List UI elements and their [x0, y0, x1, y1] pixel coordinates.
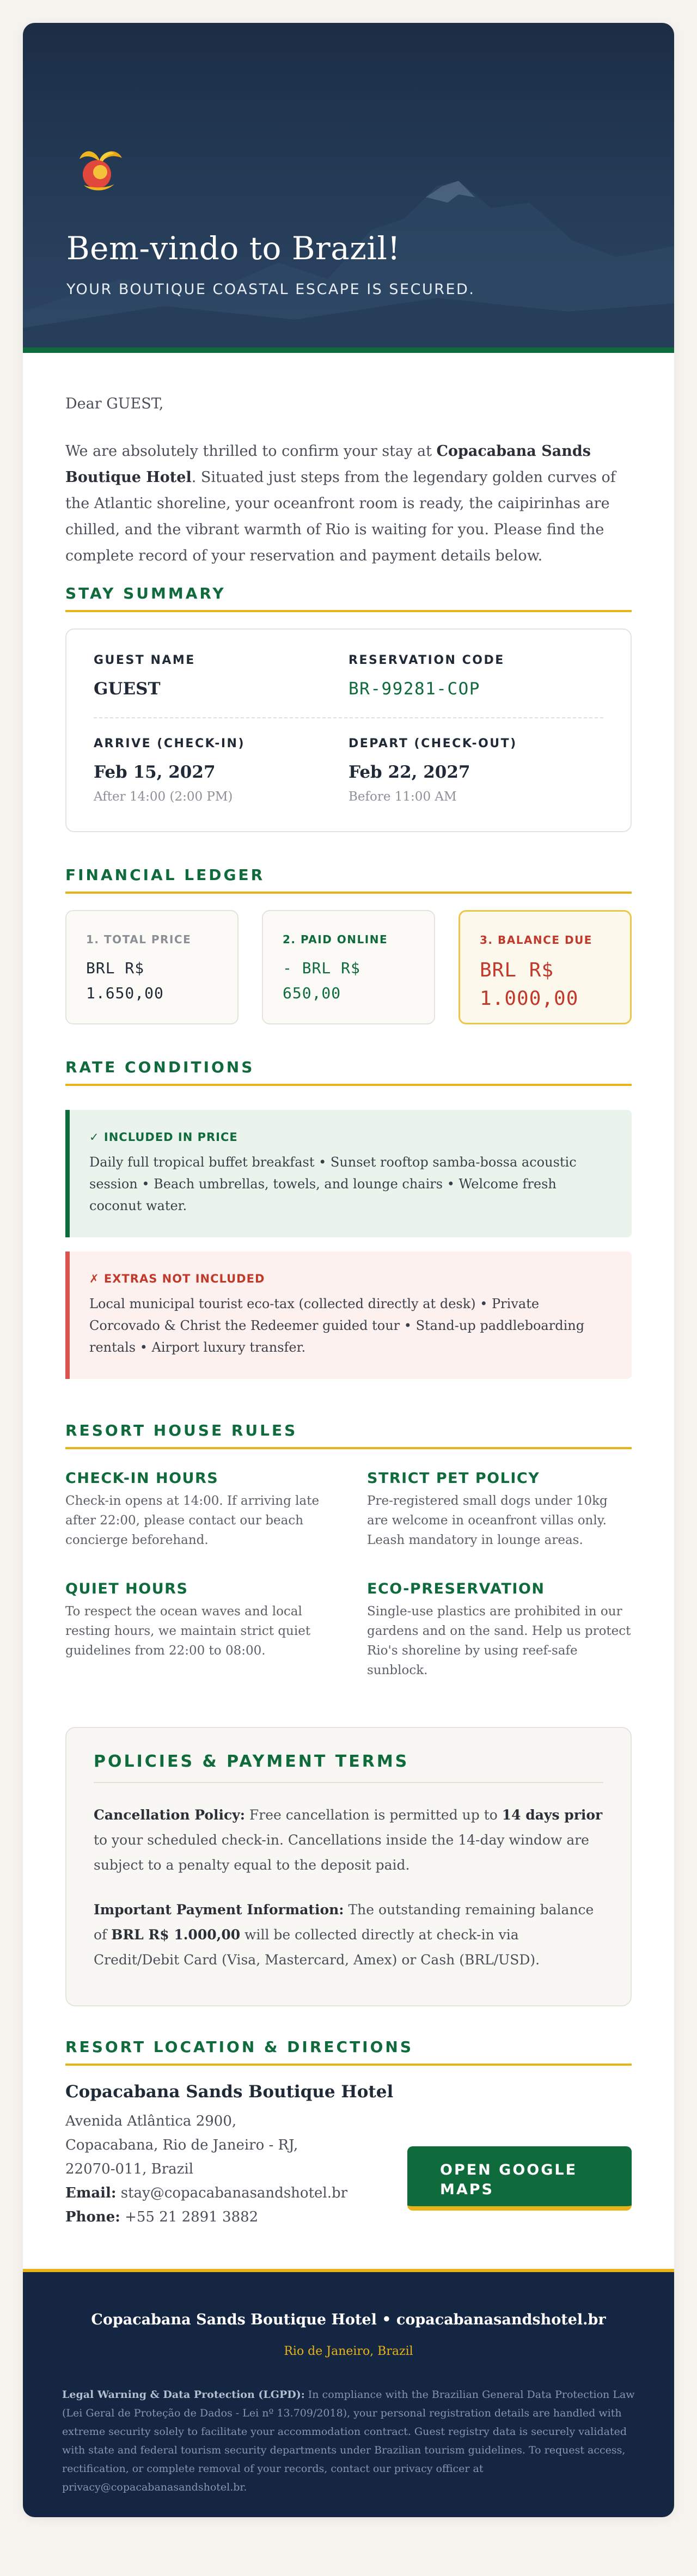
hero-banner [23, 23, 674, 347]
summary-divider [94, 717, 603, 718]
payment-amount: BRL R$ 1.000,00 [111, 1927, 241, 1943]
ledger-title: FINANCIAL LEDGER [65, 866, 632, 894]
email-body [23, 395, 674, 2229]
total-price-currency: BRL R$ [86, 959, 145, 977]
legal-text: In compliance with the Brazilian General Data Protection Law (Lei Geral de Proteção de Dados - Lei nº 13.709/2018), your personal registration details are handled with extreme security solely to facilitate your accommodation contract. Guest registry data is securely validated with state and federal tourism security departments under Brazilian tourism guidelines. To request access, rectification, or complete removal of your records, contact our privacy officer at privacy@copacabanasandshotel.br. [62, 2389, 635, 2493]
total-price-value [86, 956, 218, 1006]
location-section [65, 2082, 632, 2229]
total-price-amount: 1.650,00 [86, 984, 164, 1002]
balance-due-currency: BRL R$ [480, 959, 554, 981]
intro-hotel-name: Copacabana Sands Boutique Hotel [65, 443, 591, 486]
tropical-logo-icon [72, 143, 126, 197]
address-block [65, 2082, 393, 2229]
rule-title: STRICT PET POLICY [367, 1470, 540, 1487]
payment-information [94, 1897, 603, 1973]
paid-online-value [283, 956, 414, 1006]
rule-body: To respect the ocean waves and local resting hours, we maintain strict quiet guidelines from 22:00 to 08:00. [65, 1604, 311, 1658]
intro-text-2: . Situated just steps from the legendary golden curves of the Atlantic shoreline, your oceanfront room is ready, the caipirinhas are chilled, and the vibrant warmth of Rio is waiting for you. Please find the complete record of your reservation and payment details below. [65, 469, 616, 564]
rule-title: ECO-PRESERVATION [367, 1580, 545, 1597]
footer [23, 2269, 674, 2517]
included-list: Daily full tropical buffet breakfast • Sunset rooftop samba-bossa acoustic session • Beach umbrellas, towels, and lounge chairs • Welcome fresh coconut water. [89, 1155, 577, 1213]
stay-summary-box [65, 628, 632, 832]
rule-check-in [65, 1470, 330, 1550]
ledger-row [65, 910, 632, 1024]
balance-due-box [458, 910, 632, 1024]
payment-text-1: The outstanding remaining balance of [94, 1902, 594, 1943]
policies-title: POLICIES & PAYMENT TERMS [94, 1752, 603, 1783]
hotel-email [65, 2181, 393, 2205]
total-price-box [65, 910, 239, 1024]
intro-text-1: We are absolutely thrilled to confirm your stay at [65, 443, 437, 460]
phone-value[interactable]: +55 21 2891 3882 [120, 2209, 259, 2225]
check-in-label: ARRIVE (CHECK-IN) [94, 737, 246, 750]
email-value[interactable]: stay@copacabanasandshotel.br [116, 2185, 348, 2201]
reservation-code-value: BR-99281-COP [348, 679, 480, 699]
rule-body: Pre-registered small dogs under 10kg are welcome in oceanfront villas only. Leash mandatory in lounge areas. [367, 1494, 608, 1547]
rule-quiet-hours [65, 1580, 330, 1680]
email-label: Email: [65, 2185, 117, 2201]
payment-text-2: will be collected directly at check-in via Credit/Debit Card (Visa, Mastercard, Amex) or Cash (BRL/USD). [94, 1927, 540, 1968]
included-box [65, 1110, 632, 1237]
balance-due-amount: 1.000,00 [480, 987, 579, 1010]
hero-accent-bar [23, 347, 674, 353]
rule-body: Check-in opens at 14:00. If arriving late after 22:00, please contact our beach concierge beforehand. [65, 1494, 320, 1547]
hotel-name: Copacabana Sands Boutique Hotel [65, 2082, 394, 2102]
guest-name-value: GUEST [94, 679, 161, 699]
hero-title: Bem-vindo to Brazil! [66, 230, 401, 267]
check-out-date: Feb 22, 2027 [348, 762, 470, 782]
balance-due-label: 3. BALANCE DUE [480, 933, 592, 947]
cancellation-text-1: Free cancellation is permitted up to [244, 1807, 502, 1823]
rule-pet-policy [367, 1470, 632, 1550]
excluded-title: ✗ EXTRAS NOT INCLUDED [89, 1272, 265, 1285]
hotel-phone [65, 2205, 393, 2229]
legal-notice [62, 2385, 635, 2496]
house-rules-grid [65, 1470, 632, 1711]
paid-online-box [262, 910, 435, 1024]
location-title: RESORT LOCATION & DIRECTIONS [65, 2038, 632, 2066]
guest-name-label: GUEST NAME [94, 654, 195, 667]
hero-subtitle: YOUR BOUTIQUE COASTAL ESCAPE IS SECURED. [66, 281, 475, 298]
hotel-address [65, 2109, 393, 2229]
check-out-time: Before 11:00 AM [348, 790, 457, 804]
phone-label: Phone: [65, 2209, 120, 2225]
email-card [23, 23, 674, 2517]
house-rules-title: RESORT HOUSE RULES [65, 1421, 632, 1449]
stay-summary-title: STAY SUMMARY [65, 584, 632, 612]
paid-online-amount: 650,00 [283, 984, 341, 1002]
check-in-date: Feb 15, 2027 [94, 762, 216, 782]
address-line: Avenida Atlântica 2900, [65, 2113, 237, 2129]
cancellation-policy [94, 1803, 603, 1878]
check-in-time: After 14:00 (2:00 PM) [94, 790, 233, 804]
intro-paragraph [65, 438, 632, 569]
included-title: ✓ INCLUDED IN PRICE [89, 1131, 238, 1144]
check-out-label: DEPART (CHECK-OUT) [348, 737, 517, 750]
rule-title: QUIET HOURS [65, 1580, 188, 1597]
greeting: Dear GUEST, [65, 395, 164, 412]
rule-title: CHECK-IN HOURS [65, 1470, 219, 1487]
address-line: Copacabana, Rio de Janeiro - RJ, [65, 2137, 298, 2153]
policies-box [65, 1727, 632, 2006]
total-price-label: 1. TOTAL PRICE [86, 933, 192, 946]
rate-conditions-title: RATE CONDITIONS [65, 1058, 632, 1086]
excluded-list: Local municipal tourist eco-tax (collected directly at desk) • Private Corcovado & Christ the Redeemer guided tour • Stand-up paddleboarding rentals • Airport luxury transfer. [89, 1296, 585, 1355]
reservation-code-label: RESERVATION CODE [348, 654, 505, 667]
cancellation-text-2: to your scheduled check-in. Cancellations inside the 14-day window are subject to a penalty equal to the deposit paid. [94, 1832, 589, 1873]
cancellation-days: 14 days prior [502, 1807, 603, 1823]
excluded-box [65, 1252, 632, 1379]
footer-brand-line: Copacabana Sands Boutique Hotel • copacabanasandshotel.br [91, 2311, 606, 2328]
paid-online-label: 2. PAID ONLINE [283, 933, 388, 946]
open-google-maps-button[interactable]: OPEN GOOGLE MAPS [407, 2146, 632, 2211]
rule-body: Single-use plastics are prohibited in our gardens and on the sand. Help us protect Rio's shoreline by using reef-safe sunblock. [367, 1604, 631, 1677]
cancellation-label: Cancellation Policy: [94, 1807, 245, 1823]
rule-eco-preservation [367, 1580, 632, 1680]
balance-due-value [480, 956, 610, 1013]
footer-city: Rio de Janeiro, Brazil [284, 2345, 413, 2358]
address-line: 22070-011, Brazil [65, 2161, 194, 2177]
paid-online-currency: - BRL R$ [283, 959, 360, 977]
legal-label: Legal Warning & Data Protection (LGPD): [62, 2389, 305, 2401]
payment-label: Important Payment Information: [94, 1902, 344, 1918]
